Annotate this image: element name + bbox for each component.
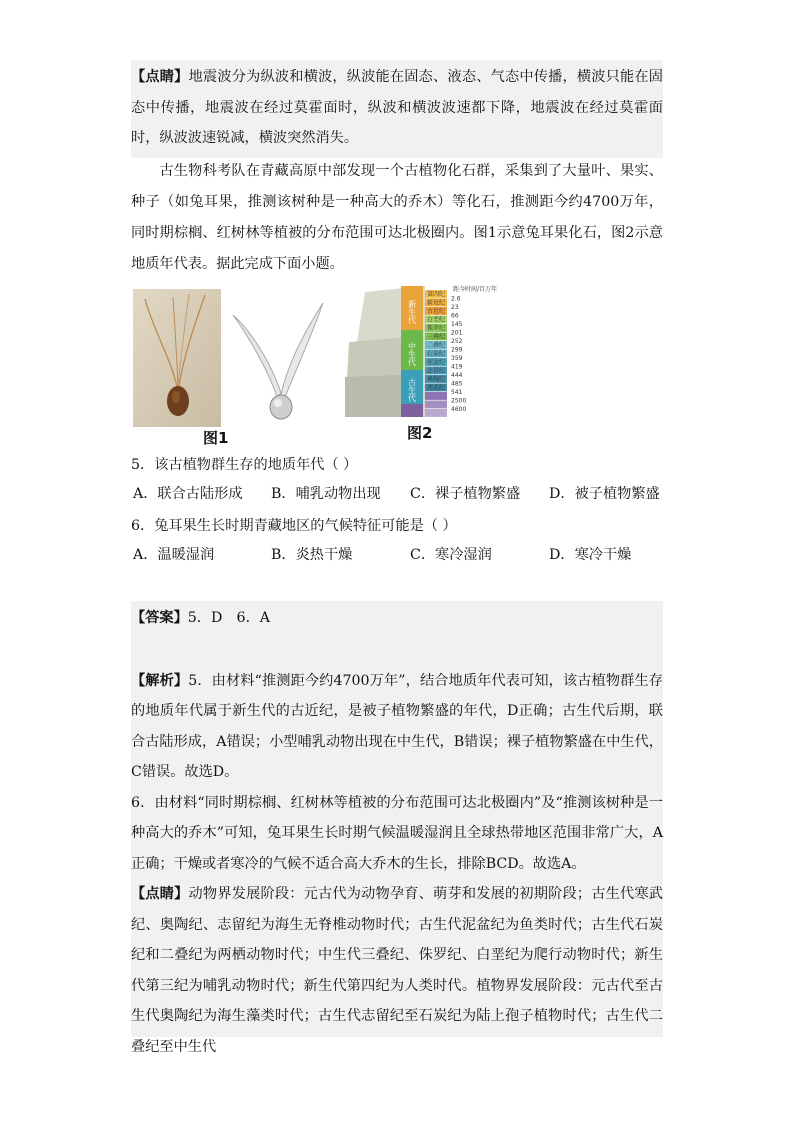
tip-paragraph bbox=[131, 62, 663, 154]
analysis-text-1: 5．由材料“推测距今约4700万年”，结合地质年代表可知，该古植物群生存的地质年代属于新生代的古近纪，是被子植物繁盛的年代，D正确；古生代后期，联合古陆形成，A错误；小型哺乳动物出现在中生代，B错误；裸子植物繁盛在中生代，C错误。故选D。 bbox=[131, 672, 663, 780]
age-tick-label: 252 bbox=[451, 338, 463, 345]
analysis-label: 【解析】 bbox=[131, 672, 189, 689]
q5-option-c[interactable]: C．裸子植物繁盛 bbox=[410, 486, 521, 502]
period-label: 侏罗纪 bbox=[426, 325, 446, 332]
period-label: 古近纪 bbox=[426, 308, 446, 315]
age-tick-label: 66 bbox=[451, 312, 459, 320]
period-label: 志留纪 bbox=[426, 367, 446, 375]
q6-options bbox=[131, 541, 663, 569]
era-label-2: 古生代 bbox=[407, 378, 417, 402]
q6-stem: 6．兔耳果生长时期青藏地区的气候特征可能是（ ） bbox=[131, 518, 457, 534]
q5-option-d[interactable]: D．被子植物繁盛 bbox=[549, 486, 660, 502]
fruit-drawing bbox=[229, 297, 329, 427]
period-bar bbox=[425, 409, 447, 417]
age-tick-label: 201 bbox=[451, 329, 463, 337]
period-bars bbox=[425, 290, 447, 417]
period-label: 新近纪 bbox=[426, 299, 446, 307]
age-tick-label: 145 bbox=[451, 321, 463, 328]
q5-stem: 5．该古植物群生存的地质年代（ ） bbox=[131, 457, 358, 473]
question-5 bbox=[131, 450, 663, 481]
period-bar bbox=[425, 401, 447, 409]
period-bar bbox=[425, 392, 447, 400]
analysis-p1 bbox=[131, 666, 663, 788]
period-label: 白垩纪 bbox=[426, 316, 446, 324]
period-label: 三叠纪 bbox=[426, 333, 446, 341]
q5-option-b[interactable]: B．哺乳动物出现 bbox=[271, 486, 381, 502]
answer-label: 【答案】 bbox=[131, 610, 188, 626]
analysis-p2: 6．由材料“同时期棕榈、红树林等植被的分布范围可达北极圈内”及“推测该树种是一种高大的乔木”可知，兔耳果生长时期气候温暖湿润且全球热带地区范围非常广大，A正确；干燥或者寒冷的气候不适合高大乔木的生长，排除BCD。故选A。 bbox=[131, 794, 663, 872]
passage-text: 古生物科考队在青藏高原中部发现一个古植物化石群，采集到了大量叶、果实、种子（如兔耳果，推测该树种是一种高大的乔木）等化石，推测距今约4700万年，同时期棕榈、红树林等植被的分布范围可达北极圈内。图1示意兔耳果化石，图2示意地质年代表。据此完成下面小题。 bbox=[131, 163, 663, 272]
answer-text: 5．D 6．A bbox=[187, 610, 271, 626]
q5-option-a[interactable]: A．联合古陆形成 bbox=[133, 486, 243, 502]
answer-line bbox=[131, 603, 663, 634]
period-label: 石炭纪 bbox=[426, 350, 446, 358]
era-label-0: 新生代 bbox=[407, 300, 417, 324]
age-ticks bbox=[451, 296, 466, 414]
age-tick-label: 2500 bbox=[451, 397, 467, 405]
question-6 bbox=[131, 511, 663, 542]
geologic-time-chart bbox=[345, 282, 505, 422]
q6-option-b[interactable]: B．炎热干燥 bbox=[271, 547, 353, 563]
age-tick-label: 23 bbox=[451, 304, 459, 311]
q6-option-c[interactable]: C．寒冷湿润 bbox=[410, 547, 492, 563]
age-tick-label: 444 bbox=[451, 372, 463, 379]
q6-option-a[interactable]: A．温暖湿润 bbox=[133, 547, 215, 563]
era-label-1: 中生代 bbox=[407, 342, 417, 366]
age-tick-label: 419 bbox=[451, 363, 463, 371]
tip-paragraph-2 bbox=[131, 879, 663, 1062]
age-tick-label: 4600 bbox=[451, 406, 467, 413]
tip-label-2: 【点睛】 bbox=[131, 886, 189, 902]
tip-text: 地震波分为纵波和横波，纵波能在固态、液态、气态中传播，横波只能在固态中传播，地震波在经过莫霍面时，纵波和横波波速都下降，地震波在经过莫霍面时，纵波波速锐减，横波突然消失。 bbox=[131, 69, 663, 146]
figure-2 bbox=[345, 282, 505, 442]
passage bbox=[131, 156, 663, 280]
q5-options bbox=[131, 480, 663, 508]
age-tick-label: 299 bbox=[451, 346, 463, 354]
tip-block-1 bbox=[131, 60, 663, 158]
period-label: 泥盆纪 bbox=[426, 359, 446, 366]
age-tick-label: 541 bbox=[451, 389, 463, 396]
period-label: 奥陶纪 bbox=[426, 376, 446, 383]
figure-1-label: 图1 bbox=[203, 429, 229, 447]
figure-1 bbox=[133, 289, 343, 447]
period-label: 第四纪 bbox=[426, 291, 446, 298]
age-tick-label: 359 bbox=[451, 355, 463, 362]
q6-option-d[interactable]: D．寒冷干燥 bbox=[549, 547, 632, 563]
fossil-photo bbox=[133, 289, 221, 427]
age-tick-label: 485 bbox=[451, 380, 463, 388]
scale-title: 距今时间/百万年 bbox=[453, 286, 498, 293]
period-label: 寒武纪 bbox=[426, 384, 446, 392]
figure-2-label: 图2 bbox=[407, 424, 433, 442]
tip-label: 【点睛】 bbox=[131, 69, 189, 85]
tip-text-2: 动物界发展阶段：元古代为动物孕育、萌芽和发展的初期阶段；古生代寒武纪、奥陶纪、志留纪为海生无脊椎动物时代；古生代泥盆纪为鱼类时代；古生代石炭纪和二叠纪为两栖动物时代；中生代三叠纪、侏罗纪、白垩纪为爬行动物时代；新生代第三纪为哺乳动物时代；新生代第四纪为人类时代。植物界发展阶段：元古代至古生代奥陶纪为海生藻类时代；古生代志留纪至石炭纪为陆上孢子植物时代；古生代二叠纪至中生代 bbox=[131, 886, 663, 1055]
age-tick-label: 2.6 bbox=[451, 295, 461, 303]
period-label: 二叠纪 bbox=[426, 342, 446, 349]
answer-section bbox=[131, 601, 663, 1055]
